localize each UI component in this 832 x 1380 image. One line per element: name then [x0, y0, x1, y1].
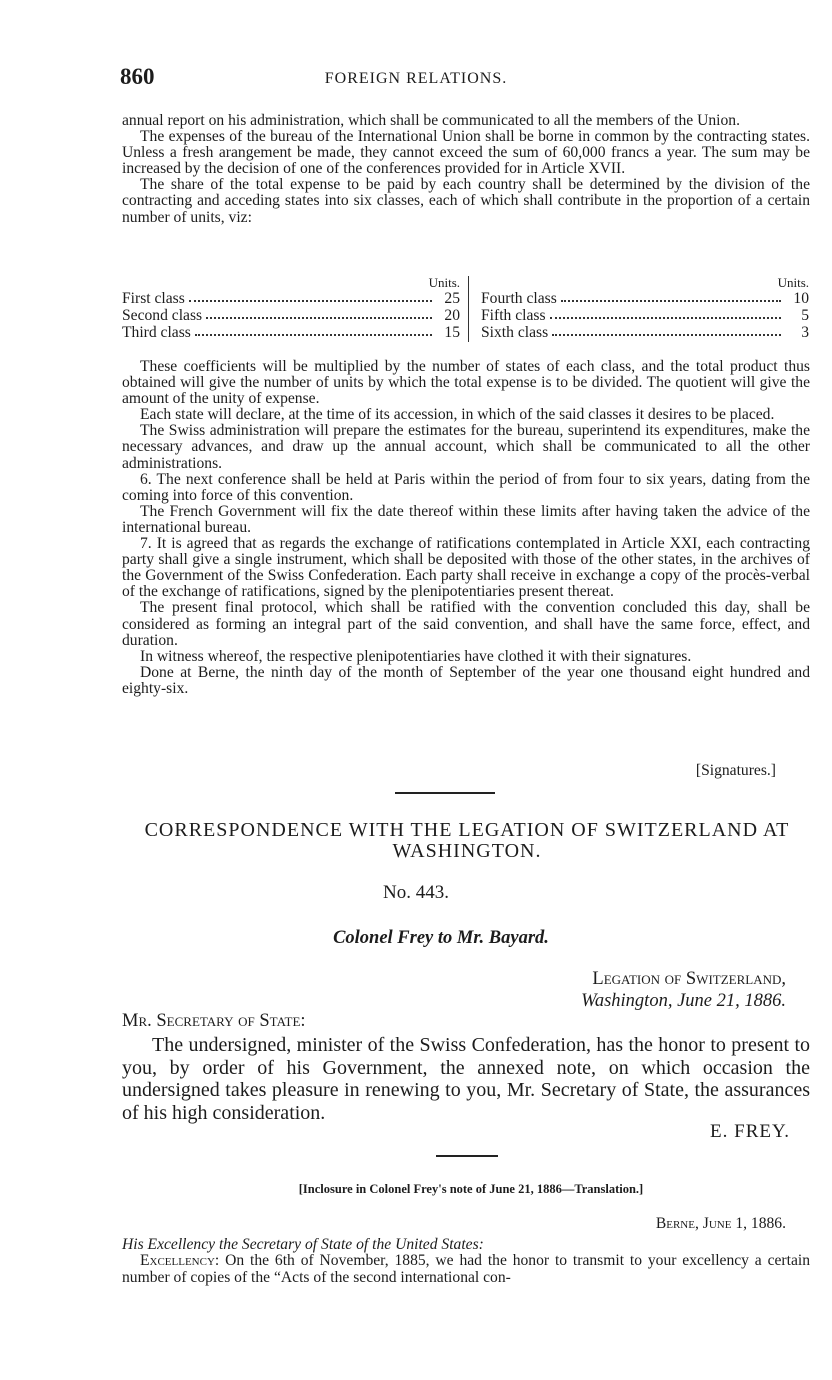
page-number: 860 — [120, 64, 155, 89]
paragraph: The share of the total expense to be paid by each country shall be determined by the division of the contracting and acceding states into six classes, each of which shall contribute in the proportion of a certain number of units, viz: — [122, 176, 810, 226]
class-table-right-column — [468, 276, 811, 342]
letter-dateline — [581, 968, 786, 1012]
enclosure-paragraph — [122, 1252, 810, 1286]
opening-paragraphs — [122, 113, 810, 226]
document-number: No. 443. — [383, 882, 449, 903]
section-divider — [395, 792, 495, 794]
enclosure-note: [Inclosure in Colonel Frey's note of June 21, 1886—Translation.] — [298, 1182, 644, 1196]
class-name: Fourth class — [481, 290, 557, 307]
class-units: 10 — [793, 290, 809, 307]
paragraph: In witness whereof, the respective plenipotentiaries have clothed it with their signatures. — [140, 647, 692, 665]
units-header: Units. — [777, 275, 809, 290]
letter-signature: E. FREY. — [710, 1121, 790, 1142]
class-units: 20 — [444, 307, 460, 324]
class-name: Third class — [122, 324, 191, 341]
class-units: 25 — [444, 290, 460, 307]
class-name: Fifth class — [481, 307, 546, 324]
class-table-left-column — [122, 276, 462, 342]
dateline-date: Washington, June 21, 1886. — [581, 991, 786, 1011]
page-header — [120, 64, 712, 94]
paragraph: Each state will declare, at the time of its accession, in which of the said classes it desires to be placed. — [140, 406, 775, 424]
dateline-place: Legation of Switzerland, — [592, 969, 786, 989]
paragraph: Done at Berne, the ninth day of the month of September of the year one thousand eight hundred and eighty-six. — [122, 663, 810, 697]
letter-body: The undersigned, minister of the Swiss Confederation, has the honor to present to you, by order of his Government, the annexed note, on which occasion the undersigned takes pleasure in renewing to you, Mr. Secretary of State, the assurances of his high consideration. — [122, 1034, 810, 1124]
dot-leader — [561, 290, 781, 302]
paragraph: annual report on his administration, which shall be communicated to all the members of the Union. — [122, 112, 740, 129]
class-row — [469, 290, 811, 307]
paragraph: The Swiss administration will prepare the estimates for the bureau, superintend its expenditures, make the necessary advances, and draw up the annual account, which shall be communicated to all the other administrations. — [122, 422, 810, 472]
document-heading: Colonel Frey to Mr. Bayard. — [333, 928, 549, 948]
paragraph: These coefficients will be multiplied by the number of states of each class, and the total product thus obtained will give the number of units by which the total expense is to be divided. The quotient will give the amount of the unity of expense. — [122, 358, 810, 408]
enclosure-addressee: His Excellency the Secretary of State of the United States: — [122, 1236, 484, 1253]
paragraph: The present final protocol, which shall be ratified with the convention concluded this day, shall be considered as forming an integral part of the said convention, and shall have the same force, effect, and duration. — [122, 599, 810, 649]
paragraph: 7. It is agreed that as regards the exchange of ratifications contemplated in Article XXI, each contracting party shall give a single instrument, which shall be deposited with those of the other states, in the archives of the Government of the Swiss Confederation. Each party shall receive in exchange a copy of the procès-verbal of the exchange of ratifications, signed by the plenipotentiaries present thereat. — [122, 535, 810, 601]
class-name: Second class — [122, 307, 203, 324]
enclosure-text: On the 6th of November, 1885, we had the honor to transmit to your excellency a certain number of copies of the “Acts of the second international con- — [122, 1252, 810, 1286]
protocol-paragraphs — [122, 359, 810, 697]
class-name: First class — [122, 290, 185, 307]
salutation: Mr. Secretary of State: — [122, 1011, 306, 1031]
paragraph: The expenses of the bureau of the International Union shall be borne in common by the contracting states. Unless a fresh arangement be made, they cannot exceed the sum of 60,000 francs a year. The sum may be increased by the decision of one of the conferences provided for in Article XVII. — [122, 128, 810, 178]
class-row — [122, 307, 462, 324]
dot-leader — [552, 324, 781, 336]
class-units: 3 — [801, 324, 809, 341]
dot-leader — [195, 324, 432, 336]
class-row — [122, 324, 462, 341]
dot-leader — [189, 290, 432, 302]
section-title: CORRESPONDENCE WITH THE LEGATION OF SWITZERLAND AT WASHINGTON. — [144, 819, 790, 862]
dot-leader — [550, 307, 781, 319]
enclosure-salutation: Excellency: — [140, 1252, 220, 1269]
class-row — [469, 307, 811, 324]
letter-divider — [436, 1155, 498, 1157]
class-row — [122, 290, 462, 307]
signatures-note: [Signatures.] — [695, 762, 776, 779]
units-header: Units. — [428, 275, 460, 290]
class-units: 15 — [444, 324, 460, 341]
enclosure-dateline: Berne, June 1, 1886. — [655, 1215, 786, 1232]
class-units: 5 — [801, 307, 809, 324]
paragraph: The French Government will fix the date thereof within these limits after having taken the advice of the international bureau. — [122, 502, 810, 536]
class-row — [469, 324, 811, 341]
class-name: Sixth class — [481, 324, 549, 341]
dot-leader — [206, 307, 432, 319]
paragraph: 6. The next conference shall be held at Paris within the period of from four to six years, dating from the coming into force of this convention. — [122, 470, 810, 504]
class-units-table — [122, 276, 810, 342]
running-head: FOREIGN RELATIONS. — [324, 70, 508, 87]
